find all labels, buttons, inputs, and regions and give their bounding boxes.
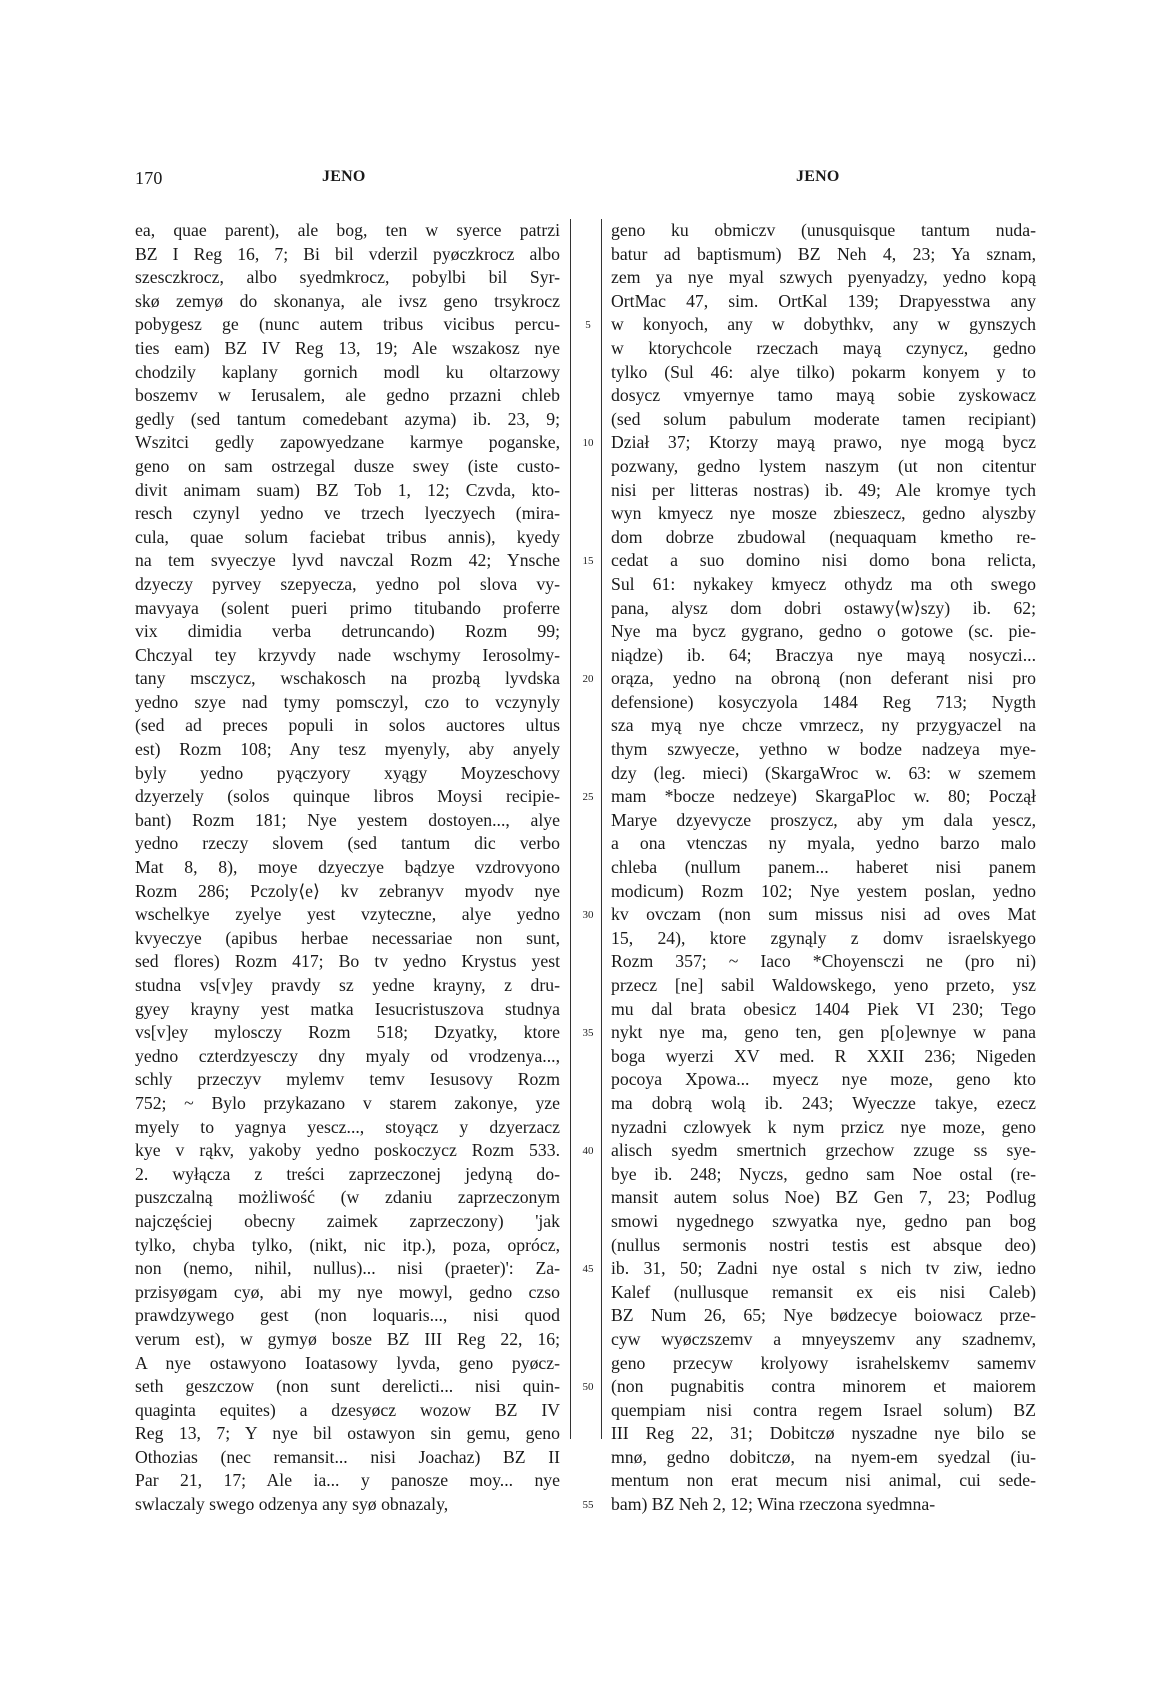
text-line: yedno szye nad tymy pomsczyl, czo to vczynyly [135,691,560,712]
text-line: cula, quae solum faciebat tribus annis), kyedy [135,526,560,547]
text-line: ties eam) BZ IV Reg 13, 19; Ale wszakosz nye [135,337,560,358]
running-head-right: JENO [796,168,840,185]
text-line: OrtMac 47, sim. OrtKal 139; Drapyesstwa any [611,290,1036,311]
text-line: vs[v]ey mylosczy Rozm 518; Dzyatky, ktore [135,1022,560,1043]
text-line: najczęściej obecny zaimek zaprzeczony) 'jak [135,1210,560,1231]
text-line: tylko, chyba tylko, (nikt, nic itp.), poza, oprócz, [135,1234,560,1255]
text-line: Chczyal tey krzyvdy nade wschymy Ierosolmy- [135,644,560,665]
text-line: wschelkye zyelye yest vzyteczne, alye yedno [135,904,560,925]
line-number: 5 [585,319,591,332]
text-line: tany msczycz, wschakosch na prozbą lyvdska [135,668,560,689]
text-line: est) Rozm 108; Any tesz myenyly, aby anyely [135,739,560,760]
text-line: puszczalną możliwość (w zdaniu zaprzeczonym [135,1187,560,1208]
text-line: w konyoch, any w dobythkv, any w gynszych [611,314,1036,335]
text-line: niądze) ib. 64; Braczya nye mayą nosyczi... [611,644,1036,665]
text-line: BZ Num 26, 65; Nye bødzecye boiowacz prze- [611,1305,1036,1326]
line-number: 55 [582,1499,594,1512]
text-line: thym szwyecze, yethno w bodze nadzeya mye- [611,739,1036,760]
text-line: pocoya Xpowa... myecz nye moze, geno kto [611,1069,1036,1090]
left-column [135,219,560,1517]
text-line: non (nemo, nihil, nullus)... nisi (praeter)': Za- [135,1258,560,1279]
text-line: mam *bocze nedzeye) SkargaPloc w. 80; Począł [611,786,1036,807]
text-line: yedno rzeczy slovem (sed tantum dic verbo [135,833,560,854]
text-line: resch czynyl yedno ve trzech lyeczyech (mira- [135,503,560,524]
text-line: cedat a suo domino nisi domo bona relicta, [611,550,1036,571]
text-line: byly yedno pyączyory xyągy Moyzeschovy [135,762,560,783]
text-line: modicum) Rozm 102; Nye yestem poslan, yedno [611,880,1036,901]
text-line: smowi nygednego szwyatka nye, gedno pan bog [611,1210,1036,1231]
text-line: swlaczaly swego odzenya any syø obnazaly, [135,1494,449,1515]
text-line: myely to yagnya yescz..., stoyącz y dzyerzacz [135,1116,560,1137]
text-line: geno on sam ostrzegal dusze swey (iste custo- [135,455,560,476]
text-line: quempiam nisi contra regem Israel solum) BZ [611,1399,1036,1420]
text-line: gyey krayny yest matka Iesucristuszova studnya [135,998,560,1019]
text-line: Wszitci gedly zapowyedzane karmye poganske, [135,432,560,453]
text-line: wyn kmyecz nye mosze zbieszecz, gedno alyszby [611,503,1036,524]
text-line: chleba (nullum panem... haberet nisi panem [611,857,1036,878]
text-line: Dział 37; Ktorzy mayą prawo, nye mogą bycz [611,432,1036,453]
line-number: 35 [582,1027,594,1040]
running-head-left: JENO [322,168,366,185]
column-rule-left [570,219,571,1439]
text-line: chodzily kaplany gornich modl ku oltarzowy [135,361,560,382]
text-line: bam) BZ Neh 2, 12; Wina rzeczona syedmna- [611,1494,936,1515]
text-line: na tem svyeczye lyvd navczal Rozm 42; Ynsche [135,550,560,571]
text-line: Nye ma bycz gygrano, gedno o gotowe (sc. pie- [611,621,1036,642]
text-line: gedly (sed tantum comedebant azyma) ib. 23, 9; [135,408,560,429]
text-line: seth geszczow (non sunt derelicti... nisi quin- [135,1376,560,1397]
text-line: geno ku obmiczv (unusquisque tantum nuda- [611,220,1036,240]
text-line: verum est), w gymyø bosze BZ III Reg 22, 16; [135,1328,560,1349]
text-line: pana, alysz dom dobri ostawy⟨w⟩szy) ib. 62; [611,597,1036,618]
text-line: batur ad baptismum) BZ Neh 4, 23; Ya sznam, [611,243,1036,264]
text-line: mu dal brata obesicz 1404 Piek VI 230; Tego [611,998,1036,1019]
text-line: kv ovczam (non sum missus nisi ad oves Mat [611,904,1036,925]
line-number: 20 [582,673,594,686]
text-line: Mat 8, 8), moye dzyeczye bądzye vzdrovyono [135,857,560,878]
text-line: tylko (Sul 46: alye tilko) pokarm konyem y to [611,361,1036,382]
line-number: 25 [582,791,594,804]
column-rule-right [601,219,602,1439]
text-line: 15, 24), ktore zgynąly z domv israelskyego [611,927,1036,948]
text-line: studna vs[v]ey pravdy sz yedne krayny, z dru- [135,975,560,995]
text-line: kvyeczye (apibus herbae necessariae non sunt, [135,927,560,948]
line-number: 50 [582,1381,594,1394]
text-line: przisyøgam cyø, abi my nye mowyl, gedno czso [135,1281,560,1302]
text-line: dzyeczy pyrvey szepyecza, yedno pol slova vy- [135,573,560,594]
text-line: dzy (leg. mieci) (SkargaWroc w. 63: w szemem [611,762,1036,783]
text-line: Reg 13, 7; Y nye bil ostawyon sin gemu, geno [135,1423,560,1444]
text-line: (non pugnabitis contra minorem et maiorem [611,1376,1036,1397]
text-line: mavyaya (solent pueri primo titubando proferre [135,597,560,618]
text-line: mansit autem solus Noe) BZ Gen 7, 23; Podlug [611,1187,1036,1208]
text-line: ib. 31, 50; Zadni nye ostal s nich tv ziw, iedno [611,1258,1036,1279]
text-line: A nye ostawyono Ioatasowy lyvda, geno pyøcz- [135,1352,560,1373]
text-line: schly przeczyv mylemv temv Iesusovy Rozm [135,1069,560,1090]
text-line: pobygesz ge (nunc autem tribus vicibus percu- [135,314,560,335]
text-line: Par 21, 17; Ale ia... y panosze moy... nye [135,1470,560,1491]
text-line: skø zemyø do skonanya, ale ivsz geno trsykrocz [135,290,560,311]
text-line: BZ I Reg 16, 7; Bi bil vderzil pyøczkrocz albo [135,243,560,264]
text-line: geno przecyw krolyowy israhelskemv samemv [611,1352,1036,1373]
text-line: a ona vtenczas ny myala, yedno barzo malo [611,833,1036,854]
text-line: nykt nye ma, geno ten, gen p[o]ewnye w pana [611,1022,1036,1043]
text-line: alisch syedm smertnich grzechow zzuge ss sye- [611,1140,1036,1161]
text-line: dosycz vmyernye tamo mayą sobie zyskowacz [611,385,1036,406]
text-line: (sed ad preces populi in solos auctores ultus [135,715,560,736]
text-line: vix dimidia verba detruncando) Rozm 99; [135,621,560,642]
text-line: pozwany, gedno lystem naszym (ut non citentur [611,455,1036,476]
text-line: III Reg 22, 31; Dobitczø nyszadne nye bilo se [611,1423,1036,1444]
text-line: sed flores) Rozm 417; Bo tv yedno Krystus yest [135,951,560,972]
text-line: nyzadni czlowyek k nym przicz nye moze, geno [611,1116,1036,1137]
text-line: Othozias (nec remansit... nisi Joachaz) BZ II [135,1446,560,1467]
text-line: boszemv w Ierusalem, ale gedno przazni chleb [135,385,560,406]
text-line: (nullus sermonis nostri testis est absque deo) [611,1234,1036,1255]
text-line: quaginta equites) a dzesyøcz wozow BZ IV [135,1399,560,1420]
text-line: dzyerzely (solos quinque libros Moysi recipie- [135,786,560,807]
line-number: 15 [582,555,594,568]
text-line: dom dobrze zbudowal (nequaquam kmetho re- [611,526,1036,547]
text-line: Rozm 286; Pczoly⟨e⟩ kv zebranyv myodv nye [135,880,560,901]
text-line: Kalef (nullusque remansit ex eis nisi Caleb) [611,1281,1036,1302]
text-line: zem ya nye myal szwych pyenyadzy, yedno kopą [611,267,1036,288]
text-line: ma dobrą wolą ib. 243; Wyeczze takye, ezecz [611,1092,1036,1113]
page-number: 170 [135,168,163,188]
text-line: (sed solum pabulum moderate tamen recipiant) [611,408,1036,429]
line-number: 45 [582,1263,594,1276]
line-number: 40 [582,1145,594,1158]
line-number: 10 [582,437,594,450]
text-line: ea, quae parent), ale bog, ten w syerce patrzi [135,220,560,240]
text-line: szesczkrocz, albo syedmkrocz, pobylbi bil Syr- [135,267,560,288]
text-line: przecz [ne] sabil Waldowskego, yeno przeto, ysz [611,975,1036,995]
text-line: bye ib. 248; Nyczs, gedno sam Noe ostal (re- [611,1163,1036,1184]
text-line: defensione) kosyczyola 1484 Reg 713; Nygth [611,691,1036,712]
text-line: yedno czterdzyesczy dny myaly od vrodzenya..., [135,1045,560,1066]
text-line: sza myą nye chcze vmrzecz, ny przygyaczel na [611,715,1036,736]
text-line: kye v rąkv, yakoby yedno poskoczycz Rozm 533. [135,1140,560,1161]
line-number: 30 [582,909,594,922]
text-line: Sul 61: nykakey kmyecz othydz ma oth swego [611,573,1036,594]
text-line: mentum non erat mecum nisi animal, cui sede- [611,1470,1036,1491]
right-column [611,219,1036,1517]
text-line: bant) Rozm 181; Nye yestem dostoyen..., alye [135,809,560,830]
text-line: prawdzywego gest (non loquaris..., nisi quod [135,1305,560,1326]
text-line: 752; ~ Bylo przykazano v starem zakonye, yze [135,1092,560,1113]
text-line: nisi per litteras nostras) ib. 49; Ale kromye tych [611,479,1036,500]
text-line: boga wyerzi XV med. R XXII 236; Nigeden [611,1045,1036,1066]
text-line: Marye dzyevycze proszycz, aby ym dala yescz, [611,809,1036,830]
text-line: 2. wyłącza z treści zaprzeczonej jedyną do- [135,1163,560,1184]
text-line: w ktorychcole rzeczach mayą czynycz, gedno [611,337,1036,358]
text-line: Rozm 357; ~ Iaco *Choyensczi ne (pro ni) [611,951,1036,972]
text-line: divit animam suam) BZ Tob 1, 12; Czvda, kto- [135,479,560,500]
text-line: orąza, yedno na obroną (non deferant nisi pro [611,668,1036,689]
text-line: mnø, gedno dobitczø, na nyem-em syedzal (iu- [611,1446,1036,1467]
text-line: cyw wyøczszemv a mnyeyszemv any szadnemv, [611,1328,1036,1349]
